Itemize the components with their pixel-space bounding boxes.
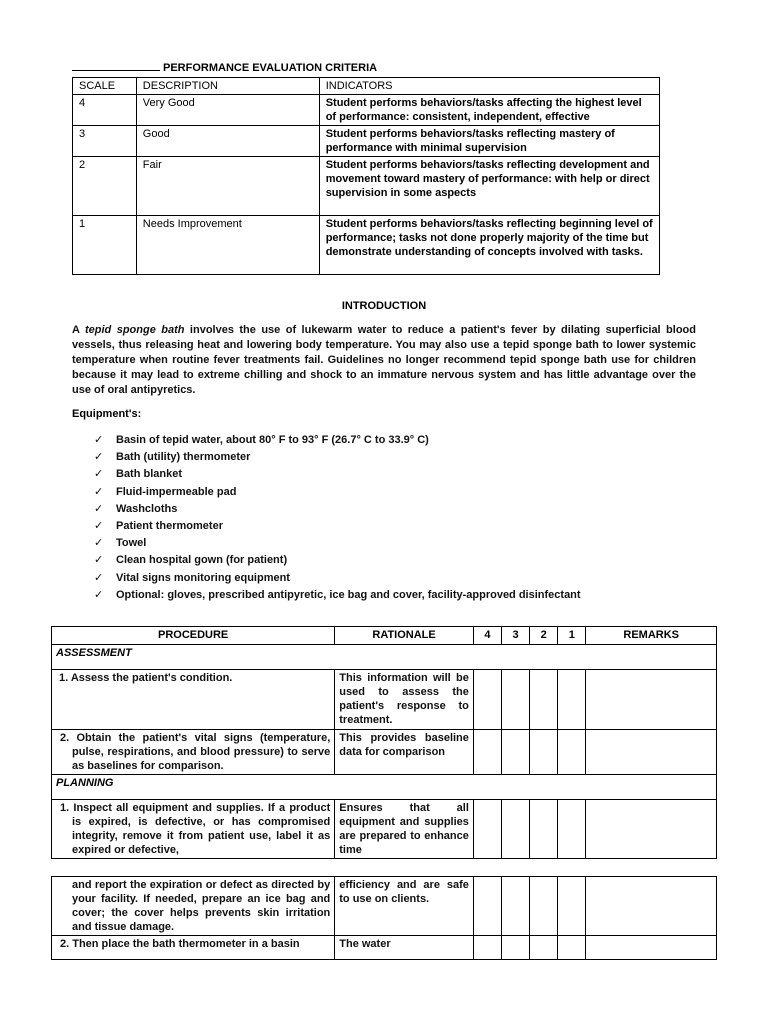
procedure-table (51, 626, 717, 859)
introduction-heading: INTRODUCTION (341, 300, 427, 312)
equipment-item (94, 571, 581, 588)
checkmark-icon: ✓ (94, 434, 104, 446)
introduction-paragraph: A tepid sponge bath involves the use of lukewarm water to reduce a patient's fever by dilating superficial blood vessels, thus releasing heat and lowering body temperature. You may also use a tepid sponge bath to lower systemic temperature when routine fever treatments fail. Guidelines no longer recommend tepid sponge bath use for children because it may lead to extreme chilling and shock to an immature nervous system and has little advantage over the use of oral antipyretics. (72, 324, 696, 396)
rationale-text: efficiency and are safe to use on clients. (335, 877, 474, 936)
score-4-cell[interactable] (473, 936, 501, 960)
indicator-value: Student performs behaviors/tasks affecting the highest level of performance: consistent, independent, effective (319, 95, 659, 126)
remarks-header: REMARKS (586, 627, 717, 645)
procedure-row (52, 800, 717, 859)
score-2-header: 2 (530, 627, 558, 645)
rationale-header: RATIONALE (335, 627, 474, 645)
equipment-item-label: Fluid-impermeable pad (116, 485, 237, 498)
score-2-cell[interactable] (530, 800, 558, 859)
checkmark-icon: ✓ (94, 502, 104, 515)
criteria-header-row (73, 78, 660, 95)
score-4-cell[interactable] (473, 800, 501, 859)
equipment-item (94, 588, 581, 605)
description-value: Very Good (136, 95, 319, 126)
procedure-text: 2. Obtain the patient's vital signs (temperature, pulse, respirations, and blood pressure) to serve as baselines for comparison. (52, 730, 335, 775)
rationale-text: This provides baseline data for comparison (335, 730, 474, 775)
equipment-item (94, 467, 581, 484)
equipment-item-label: Bath (utility) thermometer (116, 451, 251, 464)
score-4-cell[interactable] (473, 670, 501, 730)
remarks-cell[interactable] (586, 670, 717, 730)
criteria-title: PERFORMANCE EVALUATION CRITERIA (72, 61, 377, 74)
procedure-row (52, 730, 717, 775)
equipment-item (94, 502, 581, 519)
scale-value: 3 (73, 126, 137, 157)
equipment-item (94, 519, 581, 536)
criteria-row (73, 95, 660, 126)
assessment-label: ASSESSMENT (52, 645, 717, 670)
score-4-header: 4 (473, 627, 501, 645)
procedure-text: 2. Then place the bath thermometer in a basin (52, 936, 335, 960)
procedure-header-row (52, 627, 717, 645)
rationale-text: Ensures that all equipment and supplies are prepared to enhance time (335, 800, 474, 859)
score-2-cell[interactable] (530, 877, 558, 936)
score-1-cell[interactable] (558, 800, 586, 859)
score-4-cell[interactable] (473, 730, 501, 775)
equipment-list (94, 433, 581, 605)
indicators-header: INDICATORS (319, 78, 659, 95)
remarks-cell[interactable] (586, 936, 717, 960)
planning-section-row (52, 775, 717, 800)
criteria-table (72, 77, 660, 275)
equipment-item (94, 433, 581, 450)
checkmark-icon: ✓ (94, 451, 104, 464)
equipment-item (94, 553, 581, 570)
score-4-cell[interactable] (473, 877, 501, 936)
equipment-item (94, 450, 581, 467)
score-3-cell[interactable] (502, 800, 530, 859)
scale-header: SCALE (73, 78, 137, 95)
equipment-item-label: Patient thermometer (116, 519, 223, 532)
procedure-row (52, 936, 717, 960)
checkmark-icon: ✓ (94, 485, 104, 498)
procedure-header: PROCEDURE (52, 627, 335, 645)
checkmark-icon: ✓ (94, 554, 104, 567)
equipment-item-label: Clean hospital gown (for patient) (116, 554, 288, 567)
procedure-text: and report the expiration or defect as directed by your facility. If needed, prepare an ice bag and cover; the cover helps prevents skin irritation and tissue damage. (52, 877, 335, 936)
score-1-cell[interactable] (558, 730, 586, 775)
score-3-header: 3 (502, 627, 530, 645)
checkmark-icon: ✓ (94, 571, 104, 584)
score-2-cell[interactable] (530, 670, 558, 730)
title-blank-line (72, 61, 160, 71)
planning-label: PLANNING (52, 775, 717, 800)
indicator-value: Student performs behaviors/tasks reflecting mastery of performance with minimal supervision (319, 126, 659, 157)
description-header: DESCRIPTION (136, 78, 319, 95)
equipment-item-label: Optional: gloves, prescribed antipyretic, ice bag and cover, facility-approved disinfectant (116, 588, 581, 601)
equipment-heading: Equipment's: (72, 408, 142, 420)
intro-term: tepid sponge bath (84, 324, 185, 336)
indicator-value: Student performs behaviors/tasks reflecting development and movement toward mastery of performance: with help or direct supervision in some aspects (319, 157, 659, 216)
score-1-cell[interactable] (558, 670, 586, 730)
score-2-cell[interactable] (530, 730, 558, 775)
indicator-value: Student performs behaviors/tasks reflecting beginning level of performance; tasks not done properly majority of the time but demonstrate understanding of concepts involved with tasks. (319, 216, 659, 275)
score-1-cell[interactable] (558, 936, 586, 960)
scale-value: 1 (73, 216, 137, 275)
remarks-cell[interactable] (586, 730, 717, 775)
equipment-item-label: Vital signs monitoring equipment (116, 571, 290, 584)
equipment-item-label: Bath blanket (116, 468, 183, 481)
rationale-text: This information will be used to assess the patient's response to treatment. (335, 670, 474, 730)
score-1-cell[interactable] (558, 877, 586, 936)
criteria-row (73, 216, 660, 275)
score-3-cell[interactable] (502, 936, 530, 960)
checkmark-icon: ✓ (94, 537, 104, 550)
equipment-item (94, 536, 581, 553)
checkmark-icon: ✓ (94, 588, 104, 601)
score-3-cell[interactable] (502, 670, 530, 730)
remarks-cell[interactable] (586, 877, 717, 936)
score-3-cell[interactable] (502, 877, 530, 936)
procedure-text: 1. Inspect all equipment and supplies. If a product is expired, is defective, or has compromised integrity, remove it from patient use, label it as expired or defective, (52, 800, 335, 859)
checkmark-icon: ✓ (94, 468, 104, 481)
description-value: Needs Improvement (136, 216, 319, 275)
remarks-cell[interactable] (586, 800, 717, 859)
assessment-section-row (52, 645, 717, 670)
score-1-header: 1 (558, 627, 586, 645)
checkmark-icon: ✓ (94, 519, 104, 532)
description-value: Good (136, 126, 319, 157)
scale-value: 2 (73, 157, 137, 216)
criteria-row (73, 126, 660, 157)
procedure-text: 1. Assess the patient's condition. (52, 670, 335, 730)
equipment-item-label: Washcloths (116, 502, 178, 515)
description-value: Fair (136, 157, 319, 216)
equipment-item-label: Basin of tepid water, about 80° F to 93° F (26.7° C to 33.9° C) (116, 434, 429, 446)
score-2-cell[interactable] (530, 936, 558, 960)
scale-value: 4 (73, 95, 137, 126)
equipment-item (94, 485, 581, 502)
criteria-row (73, 157, 660, 216)
rationale-text: The water (335, 936, 474, 960)
procedure-table-continued (51, 876, 717, 960)
procedure-row (52, 877, 717, 936)
score-3-cell[interactable] (502, 730, 530, 775)
procedure-row (52, 670, 717, 730)
equipment-item-label: Towel (116, 537, 147, 550)
